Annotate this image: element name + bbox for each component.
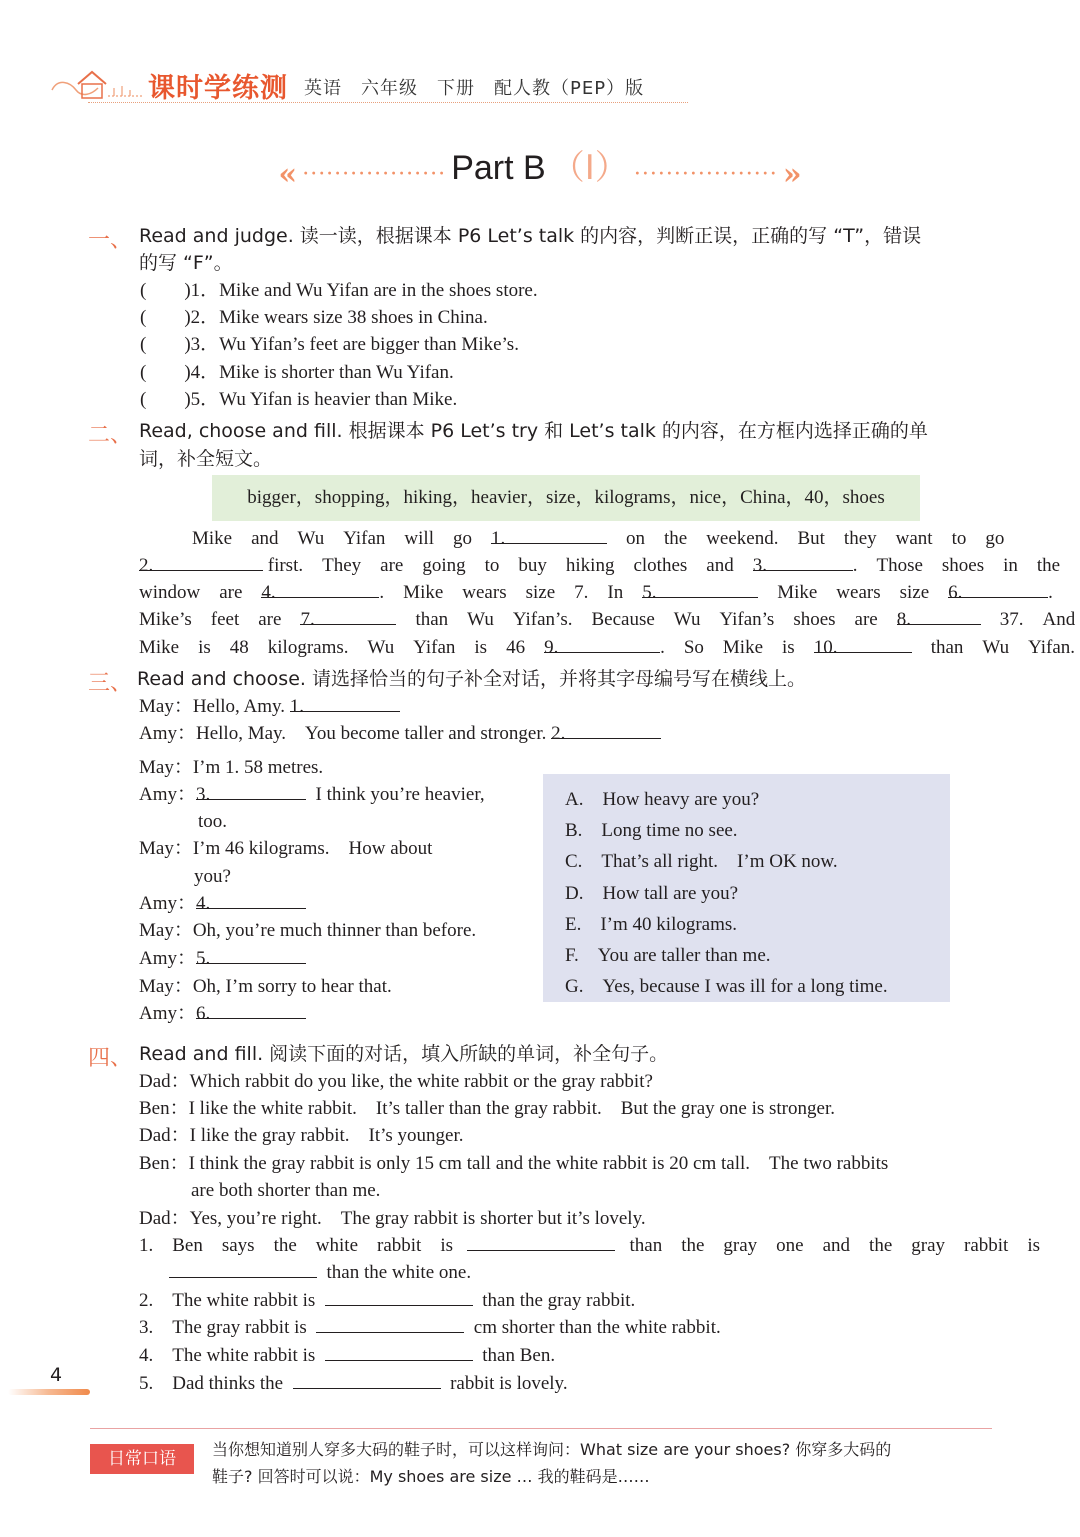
- option-a: A. How heavy are you?: [565, 789, 760, 810]
- word-box: [212, 475, 920, 521]
- dialog-line-2: Amy：Hello, May. You become taller and stronger. 2.: [139, 720, 661, 747]
- judge-item-2[interactable]: ( )2．Mike wears size 38 shoes in China.: [140, 307, 488, 328]
- blank-1[interactable]: 1.: [491, 525, 607, 544]
- judge-item-1[interactable]: ( )1．Mike and Wu Yifan are in the shoes store.: [140, 280, 538, 301]
- dialog-blank-6[interactable]: 6.: [196, 1000, 306, 1019]
- book-subtitle: 英语 六年级 下册 配人教（PEP）版: [304, 78, 645, 99]
- q3-blank[interactable]: [316, 1314, 464, 1333]
- section-4-heading: Read and fill. 阅读下面的对话，填入所缺的单词，补全句子。: [139, 1043, 669, 1065]
- rabbit-dialog-4: Ben：I think the gray rabbit is only 15 cm tall and the white rabbit is 20 cm tall. The two rabbits: [139, 1153, 889, 1174]
- dialog-line-4: Amy：3. I think you’re heavier,: [139, 781, 485, 808]
- section-1-number: 一、: [88, 228, 133, 253]
- option-d: D. How tall are you?: [565, 883, 739, 904]
- blank-7[interactable]: 7.: [300, 606, 396, 625]
- dotted-rule: ··················: [633, 162, 778, 187]
- footer-tip-line-1: 当你想知道别人穿多大码的鞋子时，可以这样询问：What size are your shoes? 你穿多大码的: [212, 1440, 892, 1459]
- blank-3[interactable]: 3.: [753, 552, 853, 571]
- dialog-line-5-cont: you?: [194, 866, 231, 887]
- judge-item-5[interactable]: ( )5．Wu Yifan is heavier than Mike.: [140, 389, 458, 410]
- part-title-text: Part B: [451, 149, 546, 187]
- dialog-line-1: May：Hello, Amy. 1.: [139, 693, 400, 720]
- option-e: E. I’m 40 kilograms.: [565, 914, 738, 935]
- rabbit-dialog-5: Dad：Yes, you’re right. The gray rabbit is shorter but it’s lovely.: [139, 1208, 646, 1229]
- dialog-line-7: May：Oh, you’re much thinner than before.: [139, 920, 477, 941]
- dialog-blank-5[interactable]: 5.: [196, 945, 306, 964]
- blank-2[interactable]: 2.: [139, 552, 263, 571]
- book-title: 课时学练测: [148, 73, 288, 104]
- part-title: [0, 140, 1080, 192]
- passage-line-1: Mike and Wu Yifan will go 1. on the weekend. But they want to go: [192, 525, 1004, 552]
- q2-blank[interactable]: [325, 1287, 473, 1306]
- dialog-line-3: May：I’m 1. 58 metres.: [139, 757, 324, 778]
- page-number-bar: [8, 1389, 90, 1395]
- passage-line-2: 2. first. They are going to buy hiking clothes and 3. . Those shoes in the: [139, 552, 1060, 579]
- option-c: C. That’s all right. I’m OK now.: [565, 851, 838, 872]
- rabbit-dialog-1: Dad：Which rabbit do you like, the white rabbit or the gray rabbit?: [139, 1071, 653, 1092]
- section-2-number: 二、: [88, 423, 133, 448]
- part-title-roman: （Ⅰ）: [550, 149, 629, 187]
- dialog-blank-4[interactable]: 4.: [196, 890, 306, 909]
- option-g: G. Yes, because I was ill for a long time.: [565, 976, 888, 997]
- section-1-heading-cont: 的写 “F”。: [139, 252, 233, 274]
- q5-blank[interactable]: [293, 1370, 441, 1389]
- word-box-text: bigger，shopping，hiking，heavier，size，kilograms，nice，China，40，shoes: [247, 487, 885, 508]
- left-chevron-icon: «: [278, 157, 298, 192]
- section-3-number: 三、: [88, 671, 133, 696]
- dialog-line-4-cont: too.: [198, 811, 228, 832]
- right-chevron-icon: »: [782, 157, 802, 192]
- rabbit-dialog-3: Dad：I like the gray rabbit. It’s younger.: [139, 1125, 464, 1146]
- dialog-blank-2[interactable]: 2.: [551, 720, 661, 739]
- section-3-heading: Read and choose. 请选择恰当的句子补全对话，并将其字母编号写在横线上。: [137, 668, 806, 690]
- dialog-line-8: Amy：5.: [139, 945, 306, 972]
- question-1: 1. Ben says the white rabbit is than the gray one and the gray rabbit is: [139, 1232, 1040, 1259]
- blank-6[interactable]: 6.: [948, 579, 1048, 598]
- page-number: 4: [50, 1364, 63, 1386]
- header-divider: [88, 102, 688, 103]
- q4-blank[interactable]: [325, 1342, 473, 1361]
- dialog-blank-1[interactable]: 1.: [290, 693, 400, 712]
- question-5: 5. Dad thinks the rabbit is lovely.: [139, 1370, 568, 1397]
- passage-line-4: Mike’s feet are 7. than Wu Yifan’s. Because Wu Yifan’s shoes are 8. 37. And: [139, 606, 1075, 633]
- blank-4[interactable]: 4.: [261, 579, 379, 598]
- question-3: 3. The gray rabbit is cm shorter than the white rabbit.: [139, 1314, 721, 1341]
- section-4-number: 四、: [88, 1046, 133, 1071]
- blank-10[interactable]: 10.: [814, 634, 912, 653]
- judge-item-3[interactable]: ( )3．Wu Yifan’s feet are bigger than Mike’s.: [140, 334, 519, 355]
- rabbit-dialog-2: Ben：I like the white rabbit. It’s taller than the gray rabbit. But the gray one is stronger.: [139, 1098, 835, 1119]
- question-4: 4. The white rabbit is than Ben.: [139, 1342, 555, 1369]
- q1-blank-1[interactable]: [467, 1232, 615, 1251]
- judge-item-4[interactable]: ( )4．Mike is shorter than Wu Yifan.: [140, 362, 454, 383]
- dialog-line-10: Amy：6.: [139, 1000, 306, 1027]
- question-1-cont: than the white one.: [169, 1259, 471, 1286]
- section-1-heading: Read and judge. 读一读，根据课本 P6 Let’s talk 的内容，判断正误，正确的写 “T”，错误: [139, 225, 922, 247]
- house-logo-icon: [48, 60, 148, 108]
- footer-tag: 日常口语: [90, 1444, 194, 1474]
- section-2-heading: Read, choose and fill. 根据课本 P6 Let’s try 和 Let’s talk 的内容，在方框内选择正确的单: [139, 420, 928, 442]
- section-2-heading-cont: 词，补全短文。: [139, 448, 273, 470]
- dialog-line-5: May：I’m 46 kilograms. How about: [139, 838, 433, 859]
- dialog-line-9: May：Oh, I’m sorry to hear that.: [139, 976, 392, 997]
- blank-8[interactable]: 8.: [897, 606, 981, 625]
- dotted-rule: ··················: [302, 162, 447, 187]
- q1-blank-2[interactable]: [169, 1259, 317, 1278]
- options-box: [543, 774, 950, 1002]
- option-b: B. Long time no see.: [565, 820, 738, 841]
- question-2: 2. The white rabbit is than the gray rabbit.: [139, 1287, 635, 1314]
- footer-divider: [90, 1428, 992, 1429]
- footer-tip-line-2: 鞋子? 回答时可以说：My shoes are size … 我的鞋码是……: [212, 1467, 650, 1486]
- rabbit-dialog-4-cont: are both shorter than me.: [191, 1180, 381, 1201]
- passage-line-5: Mike is 48 kilograms. Wu Yifan is 46 9. . So Mike is 10. than Wu Yifan.: [139, 634, 1075, 661]
- blank-9[interactable]: 9.: [544, 634, 660, 653]
- option-f: F. You are taller than me.: [565, 945, 771, 966]
- dialog-line-6: Amy：4.: [139, 890, 306, 917]
- dialog-blank-3[interactable]: 3.: [196, 781, 306, 800]
- page-header: [48, 60, 688, 110]
- passage-line-3: window are 4. . Mike wears size 7. In 5. Mike wears size 6. .: [139, 579, 1053, 606]
- blank-5[interactable]: 5.: [642, 579, 758, 598]
